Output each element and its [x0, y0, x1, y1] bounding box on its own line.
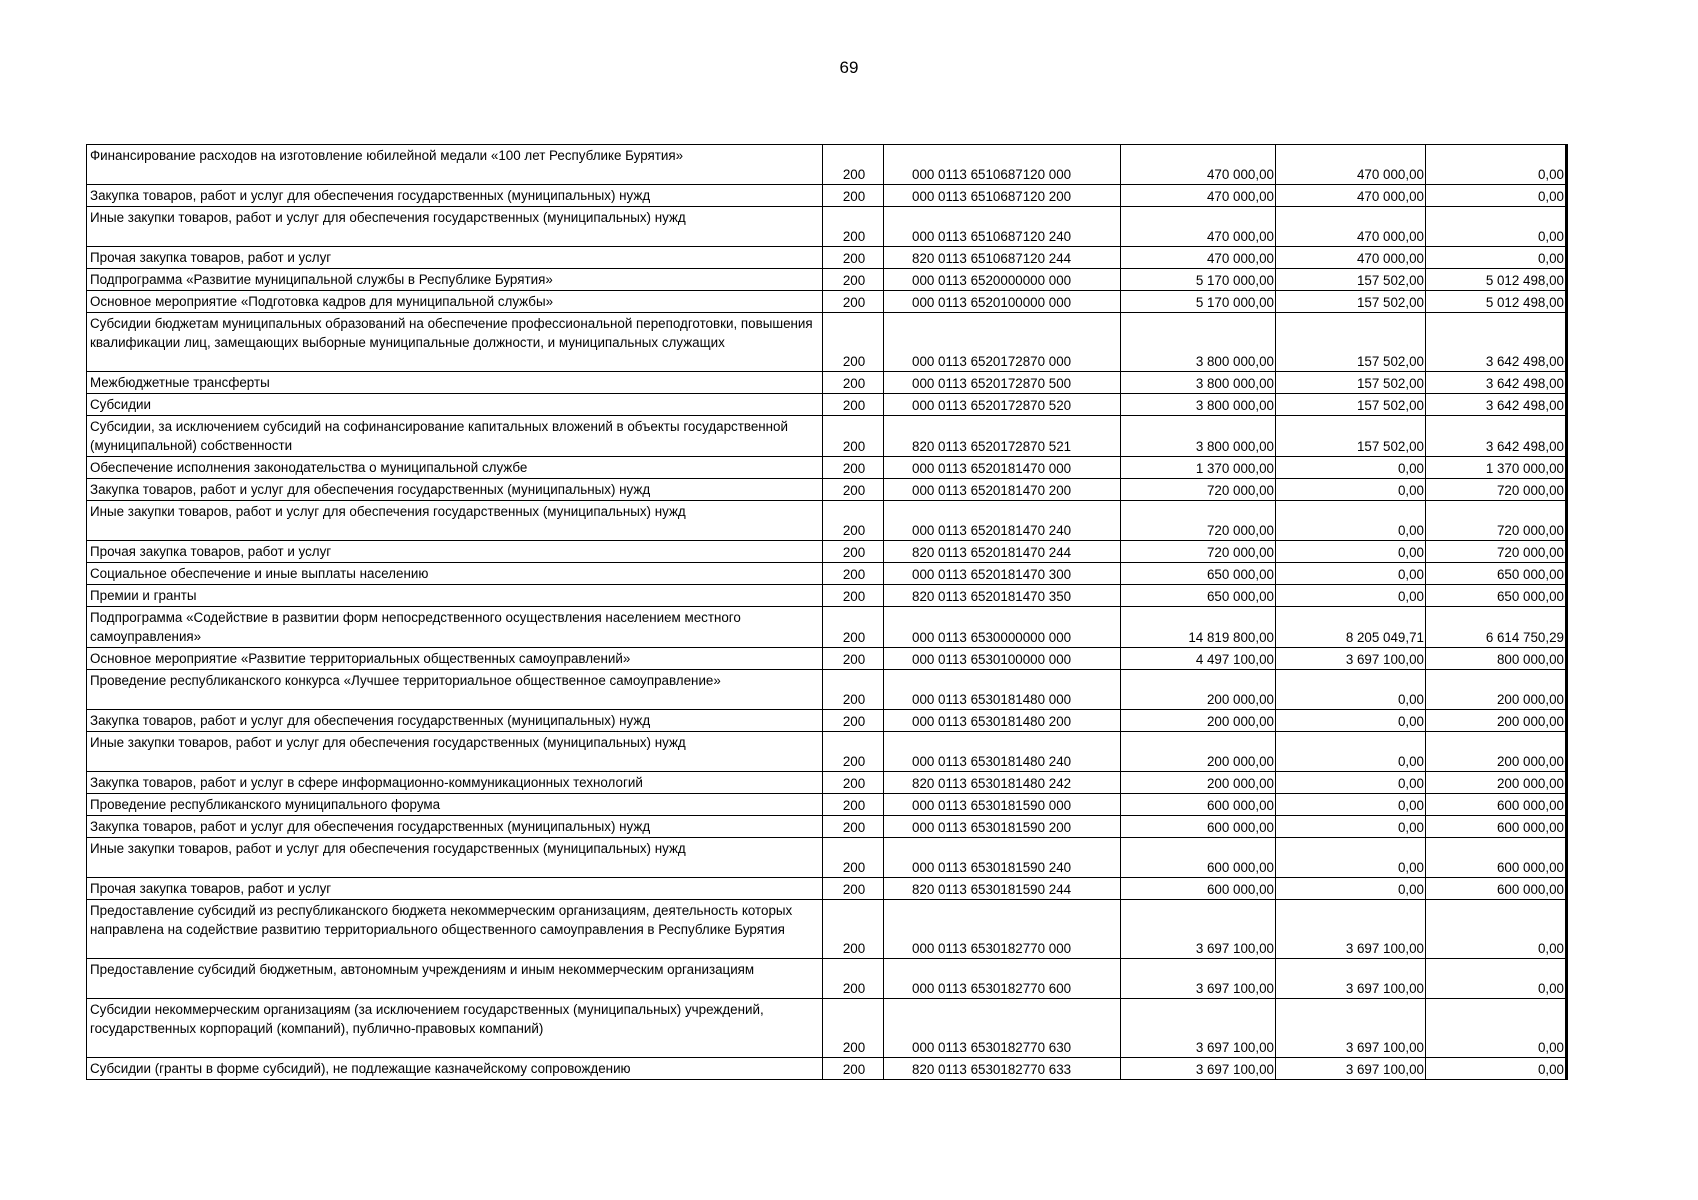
row-name: Социальное обеспечение и иные выплаты населению — [87, 563, 823, 585]
row-executed-amount: 0,00 — [1276, 563, 1426, 585]
row-code: 200 — [823, 732, 884, 772]
table-row — [87, 607, 1567, 648]
row-code: 200 — [823, 607, 884, 648]
row-kbk-code: 000 0113 6530181480 200 — [884, 710, 1121, 732]
row-name: Иные закупки товаров, работ и услуг для обеспечения государственных (муниципальных) нужд — [87, 501, 823, 541]
row-name: Финансирование расходов на изготовление юбилейной медали «100 лет Республике Бурятия» — [87, 145, 823, 185]
row-unexecuted-amount: 0,00 — [1426, 959, 1567, 999]
row-approved-amount: 200 000,00 — [1121, 710, 1276, 732]
row-unexecuted-amount: 0,00 — [1426, 145, 1567, 185]
row-approved-amount: 1 370 000,00 — [1121, 457, 1276, 479]
row-kbk-code: 000 0113 6530181590 000 — [884, 794, 1121, 816]
row-executed-amount: 157 502,00 — [1276, 291, 1426, 313]
row-executed-amount: 0,00 — [1276, 457, 1426, 479]
table-row — [87, 394, 1567, 416]
table-row — [87, 479, 1567, 501]
table-row — [87, 457, 1567, 479]
row-code: 200 — [823, 794, 884, 816]
row-executed-amount: 0,00 — [1276, 732, 1426, 772]
row-unexecuted-amount: 0,00 — [1426, 207, 1567, 247]
row-executed-amount: 0,00 — [1276, 878, 1426, 900]
row-executed-amount: 157 502,00 — [1276, 313, 1426, 372]
row-name: Проведение республиканского муниципального форума — [87, 794, 823, 816]
row-approved-amount: 3 697 100,00 — [1121, 999, 1276, 1058]
row-name: Подпрограмма «Развитие муниципальной службы в Республике Бурятия» — [87, 269, 823, 291]
row-kbk-code: 000 0113 6520172870 520 — [884, 394, 1121, 416]
row-executed-amount: 3 697 100,00 — [1276, 900, 1426, 959]
row-code: 200 — [823, 394, 884, 416]
row-approved-amount: 470 000,00 — [1121, 247, 1276, 269]
row-unexecuted-amount: 720 000,00 — [1426, 501, 1567, 541]
row-code: 200 — [823, 772, 884, 794]
row-name: Иные закупки товаров, работ и услуг для обеспечения государственных (муниципальных) нужд — [87, 838, 823, 878]
row-unexecuted-amount: 600 000,00 — [1426, 816, 1567, 838]
row-kbk-code: 820 0113 6520172870 521 — [884, 416, 1121, 457]
row-approved-amount: 720 000,00 — [1121, 501, 1276, 541]
budget-table-body — [87, 145, 1567, 1080]
row-approved-amount: 3 697 100,00 — [1121, 900, 1276, 959]
row-executed-amount: 0,00 — [1276, 838, 1426, 878]
row-unexecuted-amount: 200 000,00 — [1426, 732, 1567, 772]
row-kbk-code: 000 0113 6520181470 300 — [884, 563, 1121, 585]
row-kbk-code: 000 0113 6530181590 240 — [884, 838, 1121, 878]
row-code: 200 — [823, 900, 884, 959]
table-row — [87, 794, 1567, 816]
row-name: Субсидии бюджетам муниципальных образований на обеспечение профессиональной переподготовки, повышения квалификации лиц, замещающих выборные муниципальные должности, и муниципальных служащих — [87, 313, 823, 372]
row-code: 200 — [823, 269, 884, 291]
row-executed-amount: 0,00 — [1276, 541, 1426, 563]
row-approved-amount: 5 170 000,00 — [1121, 269, 1276, 291]
row-unexecuted-amount: 200 000,00 — [1426, 710, 1567, 732]
row-code: 200 — [823, 145, 884, 185]
row-code: 200 — [823, 416, 884, 457]
row-name: Субсидии, за исключением субсидий на софинансирование капитальных вложений в объекты государственной (муниципальной) собственности — [87, 416, 823, 457]
row-kbk-code: 000 0113 6530100000 000 — [884, 648, 1121, 670]
row-executed-amount: 3 697 100,00 — [1276, 648, 1426, 670]
row-kbk-code: 000 0113 6530182770 600 — [884, 959, 1121, 999]
row-code: 200 — [823, 878, 884, 900]
row-kbk-code: 820 0113 6510687120 244 — [884, 247, 1121, 269]
row-unexecuted-amount: 720 000,00 — [1426, 479, 1567, 501]
row-name: Закупка товаров, работ и услуг для обеспечения государственных (муниципальных) нужд — [87, 479, 823, 501]
row-code: 200 — [823, 501, 884, 541]
row-code: 200 — [823, 185, 884, 207]
row-kbk-code: 000 0113 6530182770 630 — [884, 999, 1121, 1058]
table-row — [87, 269, 1567, 291]
row-kbk-code: 000 0113 6520172870 000 — [884, 313, 1121, 372]
row-approved-amount: 14 819 800,00 — [1121, 607, 1276, 648]
row-kbk-code: 000 0113 6510687120 200 — [884, 185, 1121, 207]
row-approved-amount: 3 800 000,00 — [1121, 313, 1276, 372]
row-unexecuted-amount: 0,00 — [1426, 247, 1567, 269]
row-executed-amount: 157 502,00 — [1276, 394, 1426, 416]
table-row — [87, 710, 1567, 732]
row-executed-amount: 0,00 — [1276, 794, 1426, 816]
row-name: Закупка товаров, работ и услуг для обеспечения государственных (муниципальных) нужд — [87, 185, 823, 207]
row-approved-amount: 600 000,00 — [1121, 816, 1276, 838]
table-row — [87, 772, 1567, 794]
row-name: Премии и гранты — [87, 585, 823, 607]
row-unexecuted-amount: 0,00 — [1426, 185, 1567, 207]
row-code: 200 — [823, 541, 884, 563]
row-executed-amount: 3 697 100,00 — [1276, 959, 1426, 999]
row-approved-amount: 650 000,00 — [1121, 585, 1276, 607]
row-approved-amount: 470 000,00 — [1121, 185, 1276, 207]
row-name: Проведение республиканского конкурса «Лучшее территориальное общественное самоуправление» — [87, 670, 823, 710]
row-name: Межбюджетные трансферты — [87, 372, 823, 394]
row-unexecuted-amount: 3 642 498,00 — [1426, 394, 1567, 416]
row-executed-amount: 0,00 — [1276, 501, 1426, 541]
row-code: 200 — [823, 563, 884, 585]
row-executed-amount: 0,00 — [1276, 772, 1426, 794]
row-approved-amount: 200 000,00 — [1121, 772, 1276, 794]
row-unexecuted-amount: 650 000,00 — [1426, 563, 1567, 585]
row-approved-amount: 200 000,00 — [1121, 670, 1276, 710]
table-row — [87, 959, 1567, 999]
row-name: Субсидии — [87, 394, 823, 416]
row-unexecuted-amount: 5 012 498,00 — [1426, 291, 1567, 313]
row-executed-amount: 0,00 — [1276, 479, 1426, 501]
row-kbk-code: 000 0113 6530181480 000 — [884, 670, 1121, 710]
row-executed-amount: 0,00 — [1276, 816, 1426, 838]
row-name: Закупка товаров, работ и услуг для обеспечения государственных (муниципальных) нужд — [87, 710, 823, 732]
table-row — [87, 1058, 1567, 1080]
row-executed-amount: 157 502,00 — [1276, 372, 1426, 394]
row-name: Прочая закупка товаров, работ и услуг — [87, 878, 823, 900]
row-executed-amount: 470 000,00 — [1276, 185, 1426, 207]
row-executed-amount: 0,00 — [1276, 585, 1426, 607]
row-kbk-code: 820 0113 6530181480 242 — [884, 772, 1121, 794]
table-row — [87, 291, 1567, 313]
row-name: Закупка товаров, работ и услуг для обеспечения государственных (муниципальных) нужд — [87, 816, 823, 838]
row-name: Прочая закупка товаров, работ и услуг — [87, 541, 823, 563]
row-executed-amount: 157 502,00 — [1276, 269, 1426, 291]
row-code: 200 — [823, 710, 884, 732]
row-kbk-code: 000 0113 6520100000 000 — [884, 291, 1121, 313]
row-executed-amount: 0,00 — [1276, 670, 1426, 710]
table-row — [87, 816, 1567, 838]
row-name: Закупка товаров, работ и услуг в сфере информационно-коммуникационных технологий — [87, 772, 823, 794]
row-code: 200 — [823, 1058, 884, 1080]
row-approved-amount: 3 697 100,00 — [1121, 959, 1276, 999]
row-executed-amount: 470 000,00 — [1276, 207, 1426, 247]
row-approved-amount: 3 697 100,00 — [1121, 1058, 1276, 1080]
row-unexecuted-amount: 5 012 498,00 — [1426, 269, 1567, 291]
table-row — [87, 541, 1567, 563]
table-row — [87, 585, 1567, 607]
row-code: 200 — [823, 648, 884, 670]
row-code: 200 — [823, 816, 884, 838]
row-executed-amount: 157 502,00 — [1276, 416, 1426, 457]
row-executed-amount: 0,00 — [1276, 710, 1426, 732]
table-row — [87, 878, 1567, 900]
row-unexecuted-amount: 800 000,00 — [1426, 648, 1567, 670]
row-unexecuted-amount: 600 000,00 — [1426, 838, 1567, 878]
row-unexecuted-amount: 0,00 — [1426, 1058, 1567, 1080]
row-approved-amount: 600 000,00 — [1121, 794, 1276, 816]
row-name: Предоставление субсидий бюджетным, автономным учреждениям и иным некоммерческим организациям — [87, 959, 823, 999]
row-kbk-code: 000 0113 6510687120 000 — [884, 145, 1121, 185]
budget-table — [86, 144, 1568, 1080]
table-row — [87, 145, 1567, 185]
table-row — [87, 207, 1567, 247]
row-name: Субсидии некоммерческим организациям (за исключением государственных (муниципальных) учреждений, государственных корпораций (компаний), публично-правовых компаний) — [87, 999, 823, 1058]
row-approved-amount: 4 497 100,00 — [1121, 648, 1276, 670]
row-unexecuted-amount: 3 642 498,00 — [1426, 313, 1567, 372]
row-approved-amount: 650 000,00 — [1121, 563, 1276, 585]
row-code: 200 — [823, 838, 884, 878]
row-name: Прочая закупка товаров, работ и услуг — [87, 247, 823, 269]
row-approved-amount: 720 000,00 — [1121, 541, 1276, 563]
table-row — [87, 501, 1567, 541]
row-kbk-code: 000 0113 6520181470 200 — [884, 479, 1121, 501]
row-kbk-code: 000 0113 6530181480 240 — [884, 732, 1121, 772]
row-code: 200 — [823, 479, 884, 501]
row-executed-amount: 3 697 100,00 — [1276, 1058, 1426, 1080]
row-code: 200 — [823, 372, 884, 394]
row-kbk-code: 820 0113 6520181470 350 — [884, 585, 1121, 607]
row-unexecuted-amount: 600 000,00 — [1426, 794, 1567, 816]
table-row — [87, 563, 1567, 585]
row-code: 200 — [823, 670, 884, 710]
row-kbk-code: 000 0113 6530182770 000 — [884, 900, 1121, 959]
row-unexecuted-amount: 1 370 000,00 — [1426, 457, 1567, 479]
row-kbk-code: 820 0113 6530182770 633 — [884, 1058, 1121, 1080]
row-name: Иные закупки товаров, работ и услуг для обеспечения государственных (муниципальных) нужд — [87, 732, 823, 772]
row-kbk-code: 000 0113 6520172870 500 — [884, 372, 1121, 394]
row-unexecuted-amount: 0,00 — [1426, 999, 1567, 1058]
row-code: 200 — [823, 999, 884, 1058]
row-kbk-code: 000 0113 6520181470 000 — [884, 457, 1121, 479]
row-code: 200 — [823, 313, 884, 372]
row-name: Иные закупки товаров, работ и услуг для обеспечения государственных (муниципальных) нужд — [87, 207, 823, 247]
table-row — [87, 838, 1567, 878]
table-row — [87, 900, 1567, 959]
row-name: Обеспечение исполнения законодательства о муниципальной службе — [87, 457, 823, 479]
table-row — [87, 247, 1567, 269]
table-row — [87, 372, 1567, 394]
table-row — [87, 416, 1567, 457]
row-unexecuted-amount: 3 642 498,00 — [1426, 416, 1567, 457]
row-unexecuted-amount: 650 000,00 — [1426, 585, 1567, 607]
row-kbk-code: 820 0113 6520181470 244 — [884, 541, 1121, 563]
row-approved-amount: 200 000,00 — [1121, 732, 1276, 772]
row-name: Основное мероприятие «Развитие территориальных общественных самоуправлений» — [87, 648, 823, 670]
row-kbk-code: 000 0113 6510687120 240 — [884, 207, 1121, 247]
row-name: Подпрограмма «Содействие в развитии форм непосредственного осуществления населением местного самоуправления» — [87, 607, 823, 648]
row-name: Основное мероприятие «Подготовка кадров для муниципальной службы» — [87, 291, 823, 313]
row-kbk-code: 000 0113 6530181590 200 — [884, 816, 1121, 838]
table-row — [87, 185, 1567, 207]
row-unexecuted-amount: 0,00 — [1426, 900, 1567, 959]
row-code: 200 — [823, 207, 884, 247]
row-kbk-code: 000 0113 6530000000 000 — [884, 607, 1121, 648]
table-row — [87, 313, 1567, 372]
row-unexecuted-amount: 200 000,00 — [1426, 772, 1567, 794]
row-kbk-code: 000 0113 6520000000 000 — [884, 269, 1121, 291]
row-unexecuted-amount: 3 642 498,00 — [1426, 372, 1567, 394]
row-code: 200 — [823, 291, 884, 313]
row-name: Субсидии (гранты в форме субсидий), не подлежащие казначейскому сопровождению — [87, 1058, 823, 1080]
row-code: 200 — [823, 457, 884, 479]
row-approved-amount: 470 000,00 — [1121, 207, 1276, 247]
row-approved-amount: 5 170 000,00 — [1121, 291, 1276, 313]
row-approved-amount: 470 000,00 — [1121, 145, 1276, 185]
row-name: Предоставление субсидий из республиканского бюджета некоммерческим организациям, деятельность которых направлена на содействие развитию территориального общественного самоуправления в Республике Бурятия — [87, 900, 823, 959]
row-executed-amount: 3 697 100,00 — [1276, 999, 1426, 1058]
row-unexecuted-amount: 600 000,00 — [1426, 878, 1567, 900]
row-executed-amount: 8 205 049,71 — [1276, 607, 1426, 648]
row-code: 200 — [823, 247, 884, 269]
page-number: 69 — [839, 58, 859, 77]
row-code: 200 — [823, 585, 884, 607]
row-approved-amount: 3 800 000,00 — [1121, 416, 1276, 457]
table-row — [87, 732, 1567, 772]
row-executed-amount: 470 000,00 — [1276, 247, 1426, 269]
row-kbk-code: 820 0113 6530181590 244 — [884, 878, 1121, 900]
table-row — [87, 670, 1567, 710]
row-approved-amount: 3 800 000,00 — [1121, 394, 1276, 416]
row-unexecuted-amount: 720 000,00 — [1426, 541, 1567, 563]
table-row — [87, 999, 1567, 1058]
row-unexecuted-amount: 6 614 750,29 — [1426, 607, 1567, 648]
table-row — [87, 648, 1567, 670]
row-unexecuted-amount: 200 000,00 — [1426, 670, 1567, 710]
row-kbk-code: 000 0113 6520181470 240 — [884, 501, 1121, 541]
row-executed-amount: 470 000,00 — [1276, 145, 1426, 185]
row-approved-amount: 600 000,00 — [1121, 878, 1276, 900]
row-code: 200 — [823, 959, 884, 999]
row-approved-amount: 600 000,00 — [1121, 838, 1276, 878]
row-approved-amount: 720 000,00 — [1121, 479, 1276, 501]
row-approved-amount: 3 800 000,00 — [1121, 372, 1276, 394]
